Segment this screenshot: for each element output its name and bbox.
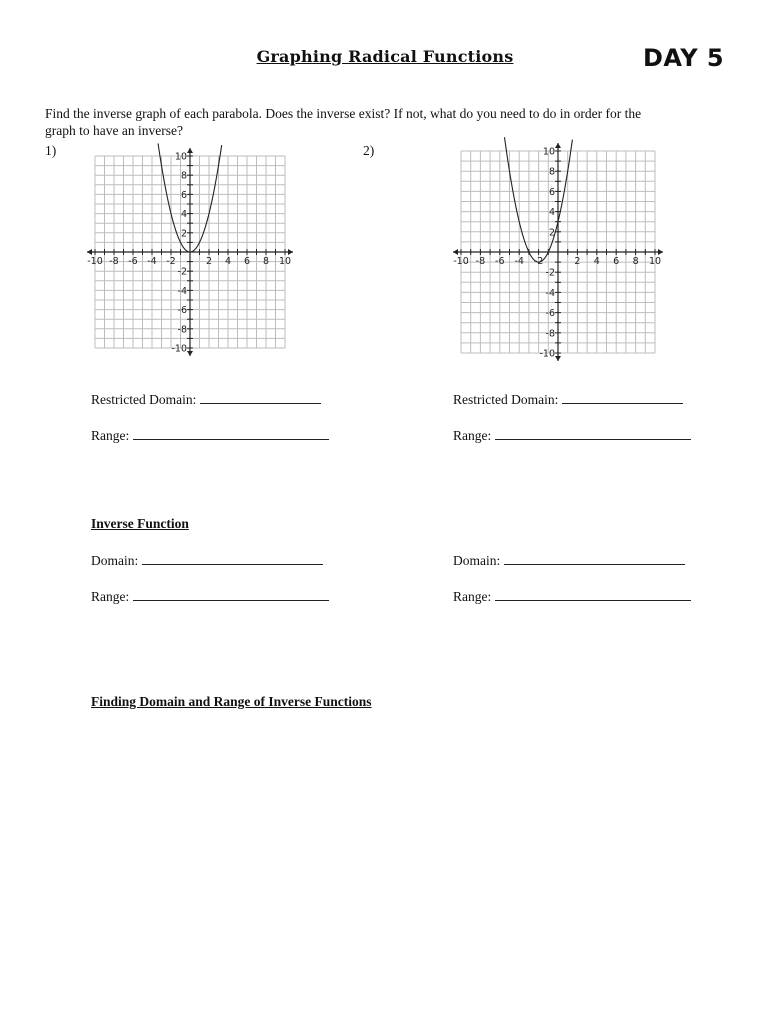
- graph-1-x-tick-label: -4: [147, 256, 157, 267]
- graph-1-x-tick-label: 8: [262, 256, 270, 267]
- graph-1-x-tick-label: -8: [109, 256, 119, 267]
- graph-1-y-tick-label: 8: [180, 170, 187, 182]
- inverse-range-field-1[interactable]: [91, 588, 329, 605]
- problem-2-number: 2): [363, 143, 375, 158]
- graph-1-x-tick-label: 4: [224, 256, 232, 267]
- restricted-domain-field-1[interactable]: [91, 391, 321, 408]
- restricted-domain-field-2[interactable]: [453, 391, 683, 408]
- graph-2-y-arrow-up: [555, 143, 561, 148]
- graph-2-y-tick-label: -2: [545, 267, 555, 279]
- graph-2-x-arrow-left: [453, 249, 458, 255]
- inverse-range-label-2: Range:: [453, 589, 492, 604]
- graph-1-x-tick-label: 6: [243, 256, 251, 267]
- finding-domain-range-heading: Finding Domain and Range of Inverse Functions: [91, 694, 372, 709]
- graph-2-x-tick-label: -2: [533, 256, 544, 267]
- graph-2-axes: [453, 143, 663, 361]
- graph-1-labels: [87, 152, 291, 355]
- inverse-domain-field-1[interactable]: [91, 552, 323, 569]
- graph-1-x-arrow-right: [288, 249, 293, 255]
- graph-2-x-tick-label: -6: [495, 256, 505, 267]
- graph-1-x-tick-label: -2: [166, 256, 176, 267]
- restricted-domain-blank-2[interactable]: [562, 391, 683, 404]
- graph-1-y-tick-label: 4: [180, 209, 187, 221]
- graph-1-y-tick-label: -4: [177, 285, 187, 297]
- graph-2-x-tick-label: 2: [574, 256, 581, 267]
- inverse-domain-field-2[interactable]: [453, 552, 685, 569]
- graph-1-x-tick-label: 10: [278, 256, 292, 267]
- graph-1-y-tick-label: 6: [180, 189, 187, 201]
- instructions-line-1: Find the inverse graph of each parabola. Does the inverse exist? If not, what do you need to do in order for the: [45, 106, 642, 121]
- graph-2-y-tick-label: -4: [545, 287, 555, 299]
- graph-2-x-tick-label: -8: [475, 256, 486, 267]
- graph-2-x-tick-label: 10: [648, 256, 662, 267]
- graph-1-x-tick-label: -6: [128, 256, 138, 267]
- inverse-function-heading: Inverse Function: [91, 516, 189, 531]
- range-blank-2[interactable]: [495, 427, 691, 440]
- graph-2: [455, 140, 680, 368]
- range-field-2[interactable]: [453, 427, 691, 444]
- inverse-domain-label-2: Domain:: [453, 553, 501, 568]
- graph-2-y-tick-label: 2: [548, 227, 555, 239]
- graph-1-y-tick-label: 10: [174, 151, 187, 163]
- graph-2-x-tick-label: 6: [613, 256, 620, 267]
- graph-2-y-tick-label: 6: [548, 186, 555, 198]
- graph-1-y-arrow-down: [187, 351, 193, 356]
- graph-1-y-arrow-up: [187, 148, 193, 153]
- graph-2-y-tick-label: -8: [545, 328, 555, 340]
- inverse-range-blank-1[interactable]: [133, 588, 329, 601]
- range-label-2: Range:: [453, 428, 492, 443]
- day-label: DAY 5: [643, 44, 725, 72]
- graph-2-y-tick-label: 10: [542, 146, 555, 158]
- instructions: [45, 105, 735, 139]
- instructions-line-2: graph to have an inverse?: [45, 123, 183, 138]
- graph-1-y-tick-label: 2: [180, 228, 187, 240]
- graph-2-y-tick-label: 8: [548, 166, 555, 178]
- range-label-1: Range:: [91, 428, 130, 443]
- graph-1: [80, 140, 300, 365]
- inverse-range-label-1: Range:: [91, 589, 130, 604]
- inverse-domain-blank-1[interactable]: [142, 552, 323, 565]
- graph-2-x-tick-label: -10: [453, 256, 469, 267]
- graph-2-y-arrow-down: [555, 356, 561, 361]
- restricted-domain-label-2: Restricted Domain:: [453, 392, 559, 407]
- graph-2-x-tick-label: -4: [514, 256, 524, 267]
- graph-2-y-tick-label: -6: [545, 308, 555, 320]
- inverse-range-blank-2[interactable]: [495, 588, 691, 601]
- graph-1-x-tick-label: 2: [205, 256, 213, 267]
- inverse-domain-blank-2[interactable]: [504, 552, 685, 565]
- graph-1-y-tick-label: -2: [177, 266, 187, 278]
- graph-2-x-tick-label: 8: [632, 256, 639, 267]
- restricted-domain-blank-1[interactable]: [200, 391, 321, 404]
- graph-1-y-tick-label: -10: [171, 343, 187, 355]
- graph-2-y-tick-label: -10: [539, 348, 555, 360]
- restricted-domain-label-1: Restricted Domain:: [91, 392, 197, 407]
- graph-1-y-tick-label: -6: [177, 305, 187, 317]
- graph-1-x-tick-label: -10: [87, 256, 103, 267]
- graph-2-y-tick-label: 4: [548, 207, 555, 219]
- page-title: Graphing Radical Functions: [256, 47, 514, 66]
- graph-2-x-tick-label: 4: [593, 256, 600, 267]
- inverse-range-field-2[interactable]: [453, 588, 691, 605]
- graph-2-x-arrow-right: [658, 249, 663, 255]
- range-field-1[interactable]: [91, 427, 329, 444]
- graph-1-y-tick-label: -8: [177, 324, 187, 336]
- inverse-domain-label-1: Domain:: [91, 553, 139, 568]
- graph-1-x-arrow-left: [87, 249, 92, 255]
- graph-2-labels: [453, 147, 661, 360]
- problem-1-number: 1): [45, 143, 57, 158]
- range-blank-1[interactable]: [133, 427, 329, 440]
